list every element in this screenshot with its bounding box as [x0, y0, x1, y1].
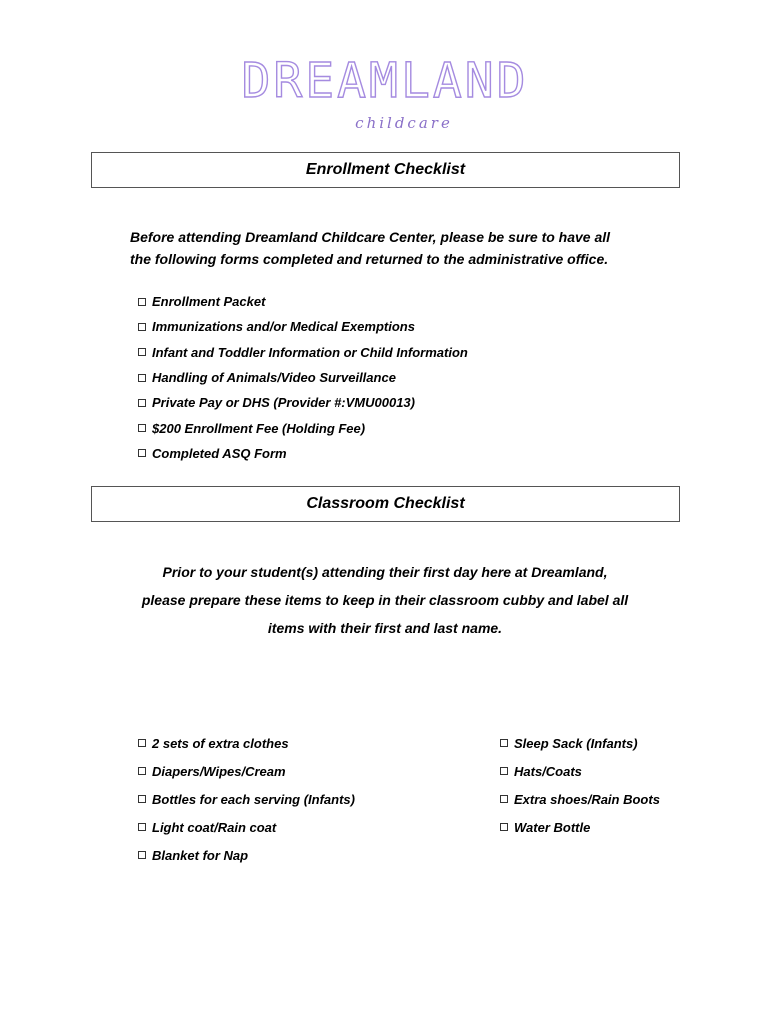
- classroom-item-label: 2 sets of extra clothes: [152, 735, 289, 751]
- checkbox-icon[interactable]: [500, 767, 508, 775]
- classroom-item[interactable]: [500, 729, 660, 757]
- checkbox-icon[interactable]: [500, 795, 508, 803]
- classroom-item[interactable]: [500, 813, 660, 841]
- checkbox-icon[interactable]: [138, 449, 146, 457]
- enrollment-intro-line-2: the following forms completed and returned to the administrative office.: [130, 251, 609, 267]
- checkbox-icon[interactable]: [138, 851, 146, 859]
- enrollment-checklist: [138, 289, 468, 466]
- classroom-item[interactable]: [500, 785, 660, 813]
- classroom-checklist-left: [138, 729, 355, 869]
- checkbox-icon[interactable]: [138, 795, 146, 803]
- enrollment-item-label: Handling of Animals/Video Surveillance: [152, 370, 396, 386]
- enrollment-item[interactable]: [138, 365, 468, 390]
- classroom-item-label: Water Bottle: [514, 819, 591, 835]
- enrollment-item[interactable]: [138, 340, 468, 365]
- enrollment-item[interactable]: [138, 415, 468, 440]
- classroom-item-label: Diapers/Wipes/Cream: [152, 763, 286, 779]
- enrollment-item-label: Immunizations and/or Medical Exemptions: [152, 319, 415, 335]
- classroom-intro-line-1: Prior to your student(s) attending their first day here at Dreamland,: [162, 564, 608, 580]
- classroom-intro: [100, 558, 670, 642]
- enrollment-item[interactable]: [138, 390, 468, 415]
- enrollment-heading-box: [91, 152, 680, 188]
- classroom-intro-line-2: please prepare these items to keep in their classroom cubby and label all: [141, 592, 629, 608]
- classroom-item[interactable]: [138, 813, 355, 841]
- classroom-heading: Classroom Checklist: [306, 495, 465, 512]
- enrollment-item-label: Infant and Toddler Information or Child Information: [152, 344, 468, 360]
- checkbox-icon[interactable]: [500, 739, 508, 747]
- classroom-item-label: Bottles for each serving (Infants): [152, 791, 355, 807]
- classroom-item[interactable]: [138, 729, 355, 757]
- checkbox-icon[interactable]: [138, 399, 146, 407]
- enrollment-item-label: Enrollment Packet: [152, 294, 266, 310]
- checkbox-icon[interactable]: [138, 739, 146, 747]
- classroom-item[interactable]: [138, 785, 355, 813]
- classroom-checklist-right: [500, 729, 660, 841]
- classroom-heading-box: [91, 486, 680, 522]
- checkbox-icon[interactable]: [138, 823, 146, 831]
- enrollment-item-label: Private Pay or DHS (Provider #:VMU00013): [152, 395, 415, 411]
- classroom-item-label: Hats/Coats: [514, 763, 582, 779]
- checkbox-icon[interactable]: [500, 823, 508, 831]
- checkbox-icon[interactable]: [138, 323, 146, 331]
- enrollment-heading: Enrollment Checklist: [305, 161, 466, 178]
- checkbox-icon[interactable]: [138, 767, 146, 775]
- enrollment-item[interactable]: [138, 441, 468, 466]
- enrollment-intro-line-1: Before attending Dreamland Childcare Center, please be sure to have all: [130, 229, 611, 245]
- classroom-item-label: Light coat/Rain coat: [152, 819, 277, 835]
- logo-subtitle: childcare: [355, 114, 453, 132]
- enrollment-item-label: Completed ASQ Form: [152, 445, 287, 461]
- logo-title: DREAMLAND: [241, 53, 529, 109]
- classroom-item-label: Sleep Sack (Infants): [514, 735, 638, 751]
- classroom-item[interactable]: [138, 757, 355, 785]
- checkbox-icon[interactable]: [138, 374, 146, 382]
- classroom-item-label: Extra shoes/Rain Boots: [514, 791, 660, 807]
- enrollment-intro: [130, 226, 690, 270]
- checkbox-icon[interactable]: [138, 348, 146, 356]
- checkbox-icon[interactable]: [138, 424, 146, 432]
- enrollment-item-label: $200 Enrollment Fee (Holding Fee): [152, 420, 366, 436]
- classroom-item-label: Blanket for Nap: [152, 847, 249, 863]
- classroom-intro-line-3: items with their first and last name.: [267, 620, 503, 636]
- checkbox-icon[interactable]: [138, 298, 146, 306]
- classroom-item[interactable]: [138, 841, 355, 869]
- classroom-item[interactable]: [500, 757, 660, 785]
- dreamland-logo: [0, 52, 770, 132]
- enrollment-item[interactable]: [138, 314, 468, 339]
- enrollment-item[interactable]: [138, 289, 468, 314]
